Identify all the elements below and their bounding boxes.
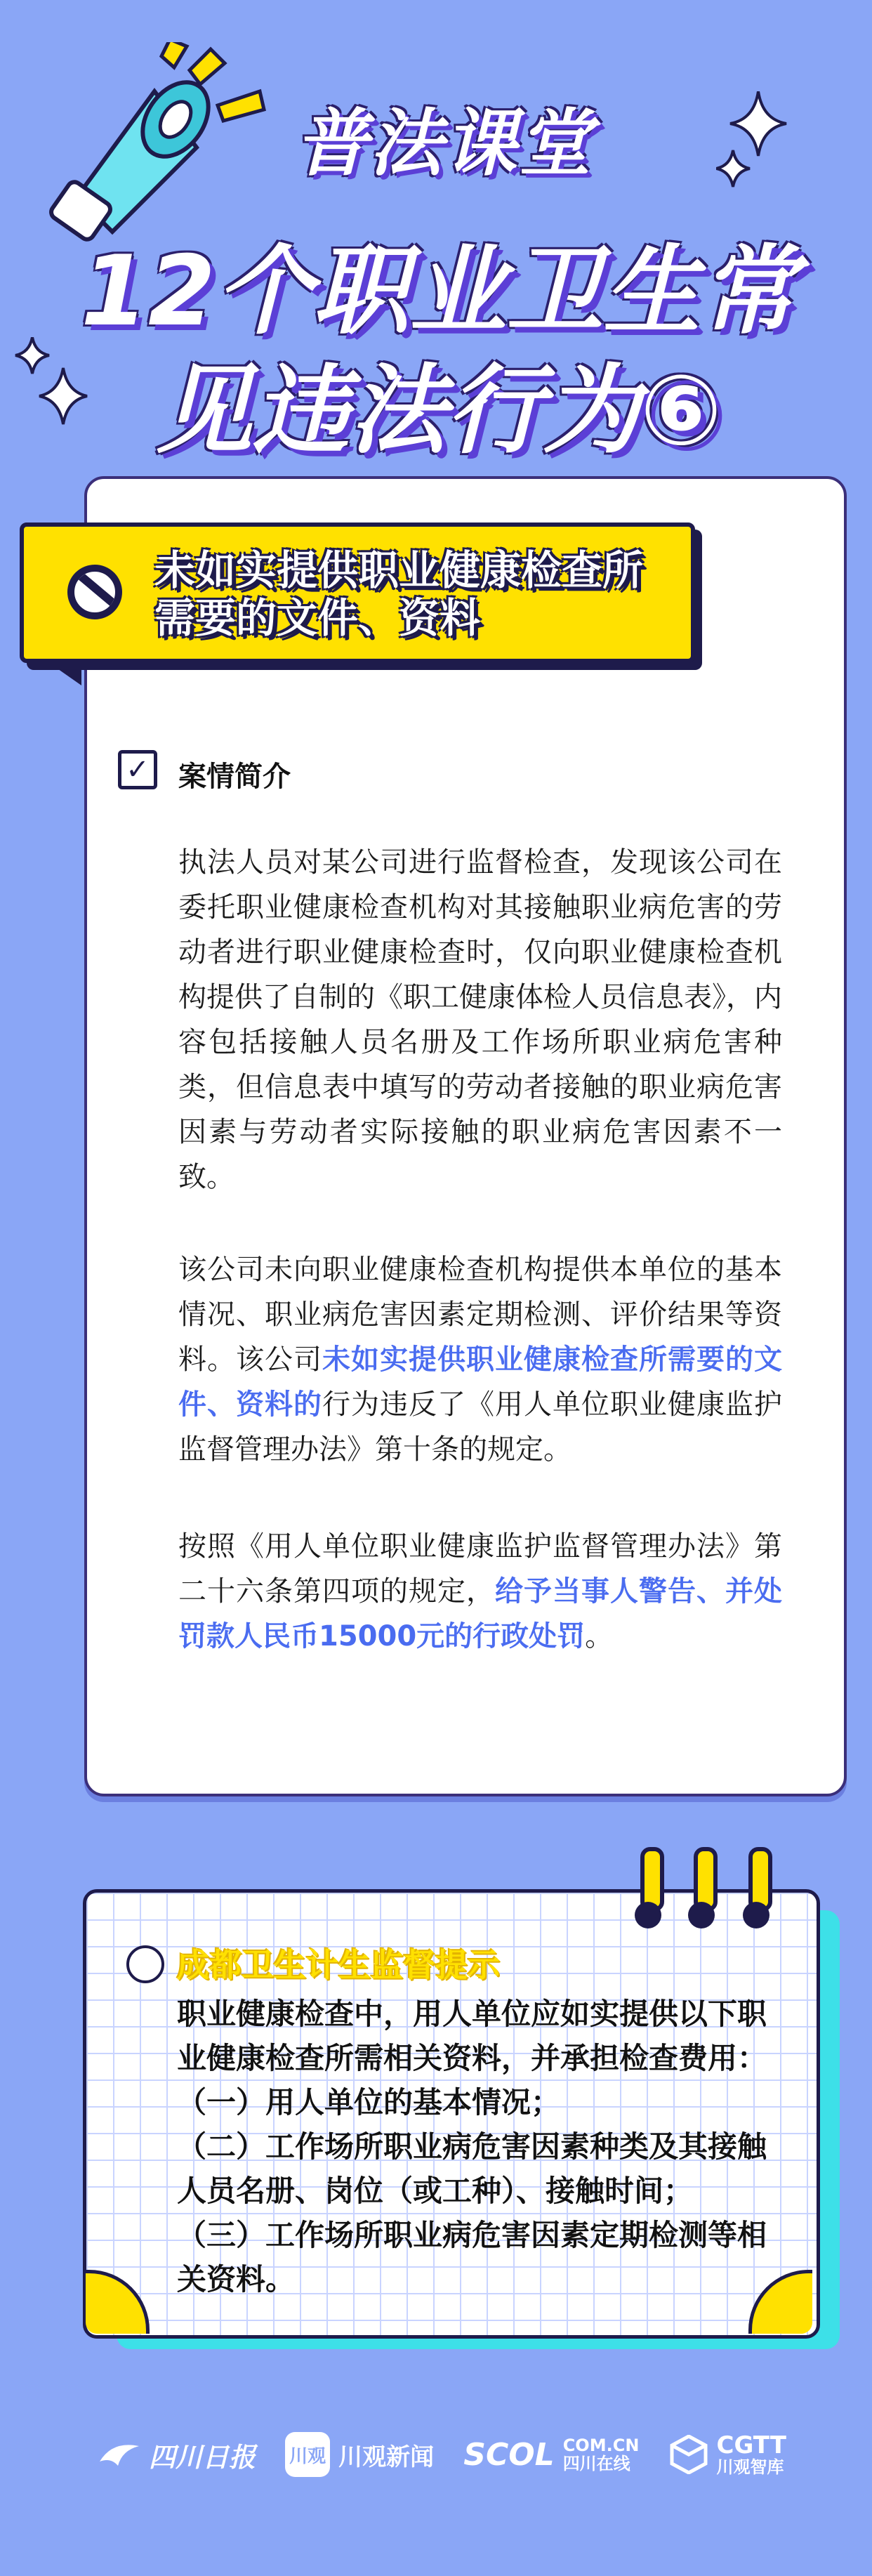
scol-logo <box>463 2436 639 2473</box>
bullet-circle-icon <box>126 1945 164 1983</box>
section-title: 案情简介 <box>178 761 291 793</box>
cube-icon <box>669 2435 708 2474</box>
tip-item: （三）工作场所职业病危害因素定期检测等相关资料。 <box>177 2218 767 2296</box>
cgtt-logo <box>669 2433 786 2476</box>
case-paragraph-2-text: 该公司未向职业健康检查机构提供本单位的基本情况、职业病危害因素定期检测、评价结果等资料。该公司 <box>178 1254 782 1376</box>
case-paragraph-2-text: 行为违反了《用人单位职业健康监护监督管理办法》第十条的规定。 <box>178 1388 782 1466</box>
case-paragraph-2 <box>178 1247 782 1472</box>
logo-subtext <box>563 2436 640 2473</box>
case-violation-highlight: 未如实提供职业健康检查所需要的文件、资料的 <box>178 1343 782 1421</box>
binder-hole <box>635 1902 661 1928</box>
megaphone-icon <box>49 42 288 253</box>
bird-icon <box>98 2440 140 2469</box>
binder-hole <box>743 1902 769 1928</box>
case-paragraph-3-text: 按照《用人单位职业健康监护监督管理办法》第二十六条第四项的规定， <box>178 1530 782 1608</box>
binder-hole <box>688 1902 715 1928</box>
logo-mark: 川观 <box>285 2432 330 2477</box>
tip-title: 成都卫生计生监督提示 <box>177 1946 500 1984</box>
sichuan-daily-logo <box>98 2436 256 2474</box>
case-heading: 未如实提供职业健康检查所需要的文件、资料 <box>154 546 644 642</box>
ban-icon <box>67 565 122 619</box>
checkbox-icon: ✓ <box>118 750 157 789</box>
tip-item: （一）用人单位的基本情况； <box>177 2085 561 2120</box>
case-paragraph-3 <box>178 1524 782 1659</box>
page-kicker: 普法课堂 <box>295 100 593 186</box>
case-paragraph-1: 执法人员对某公司进行监督检查，发现该公司在委托职业健康检查机构对其接触职业病危害的劳动者进行职业健康检查时，仅向职业健康检查机构提供了自制的《职工健康体检人员信息表》，内容包括接触人员名册及工作场所职业病危害种类，但信息表中填写的劳动者接触的职业病危害因素与劳动者实际接触的职业病危害因素不一致。 <box>178 846 782 1193</box>
sparkle-icon <box>716 91 793 190</box>
tip-item: （二）工作场所职业病危害因素种类及其接触人员名册、岗位（或工种）、接触时间； <box>177 2129 767 2208</box>
logo-text: 川观新闻 <box>338 2443 435 2471</box>
logo-text: SCOL <box>463 2436 555 2473</box>
logo-text: CGTT <box>716 2431 786 2459</box>
tip-intro: 职业健康检查中，用人单位应如实提供以下职业健康检查所需相关资料，并承担检查费用： <box>177 1997 767 2075</box>
penalty-highlight: 给予当事人警告、并处罚款人民币15000元的行政处罚 <box>178 1575 782 1652</box>
logo-subtext-bottom: 四川在线 <box>562 2454 630 2473</box>
page-title: 12个职业卫生常见违法行为⑥ <box>80 235 798 467</box>
tip-body <box>177 1992 795 2301</box>
logo-text: 四川日报 <box>149 2441 256 2473</box>
footer-logos <box>98 2423 786 2486</box>
logo-subtext-top: COM.CN <box>562 2436 640 2455</box>
logo-subtext-bottom: 川观智库 <box>716 2457 784 2477</box>
case-paragraph-3-text: 。 <box>585 1620 614 1652</box>
logo-subtext <box>717 2433 786 2476</box>
chuanguan-logo <box>285 2432 434 2477</box>
